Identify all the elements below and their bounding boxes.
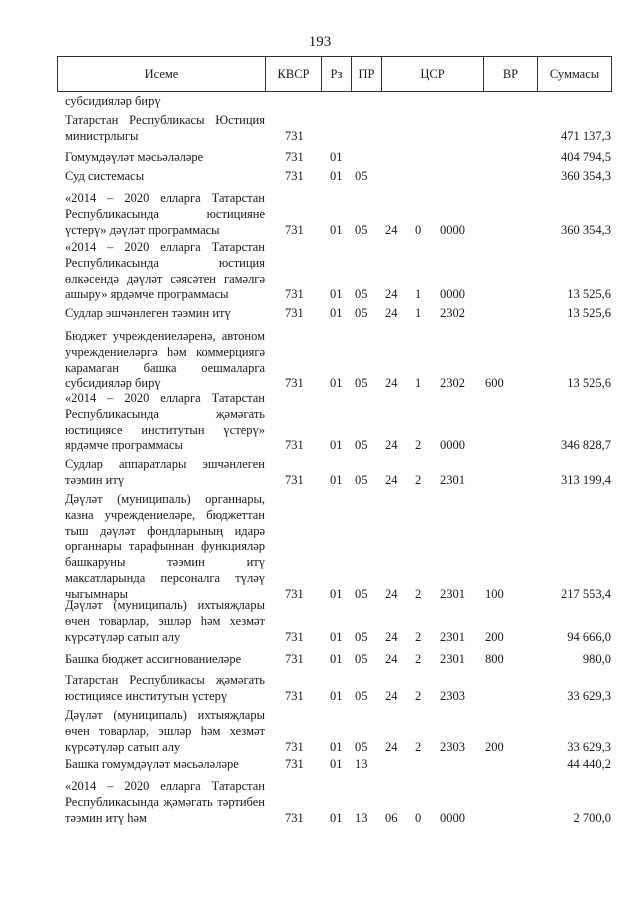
cell-pr: 05 bbox=[355, 739, 368, 754]
cell-sum: 980,0 bbox=[582, 652, 611, 666]
row-name: «2014 – 2020 елларга Татарстан Республикасында җәмәгать юстициясе институтын үстерү» ярдәмче программасы bbox=[65, 391, 265, 453]
row-name: Татарстан Республикасы җәмәгать юстициясе институтын үстерү bbox=[65, 673, 265, 703]
cell-sum: 360 354,3 bbox=[561, 222, 611, 237]
cell-csr-subprogram: 1 bbox=[415, 376, 422, 391]
cell-rz: 01 bbox=[330, 652, 343, 666]
cell-kvsr: 731 bbox=[285, 376, 304, 391]
row-name: Башка бюджет ассигнованиеләре bbox=[65, 652, 242, 666]
cell-sum: 346 828,7 bbox=[561, 438, 611, 453]
cell-kvsr: 731 bbox=[285, 586, 304, 601]
row-name: Дәүләт (муниципаль) органнары, казна учреждениеләре, бюджеттан тыш дәүләт фондларының идарә органнары тарафыннан функцияләр башкаруны тәэмин итү максатларында персоналга түләү чыгымнары bbox=[65, 492, 265, 601]
cell-csr-program: 24 bbox=[385, 629, 398, 644]
row-name: Татарстан Республикасы Юстиция министрлыгы bbox=[65, 113, 265, 143]
header-csr: ЦСР bbox=[382, 57, 484, 91]
cell-sum: 44 440,2 bbox=[567, 757, 611, 771]
cell-kvsr: 731 bbox=[285, 438, 304, 453]
cell-sum: 217 553,4 bbox=[561, 586, 611, 601]
row-name: Бюджет учреждениеләренә, автоном учреждениеләргә һәм коммерциягә карамаган башка оешмаларга субсидияләр бирү bbox=[65, 329, 265, 391]
cell-sum: 33 629,3 bbox=[567, 739, 611, 754]
cell-pr: 05 bbox=[355, 306, 368, 320]
cell-csr-subprogram: 2 bbox=[415, 438, 422, 453]
cell-rz: 01 bbox=[330, 757, 343, 771]
table-header bbox=[57, 56, 612, 92]
cell-kvsr: 731 bbox=[285, 810, 304, 825]
cell-csr-direction: 2301 bbox=[440, 472, 465, 487]
cell-kvsr: 731 bbox=[285, 472, 304, 487]
cell-rz: 01 bbox=[330, 150, 343, 164]
cell-pr: 05 bbox=[355, 438, 368, 453]
cell-csr-direction: 2303 bbox=[440, 688, 465, 703]
cell-sum: 13 525,6 bbox=[567, 287, 611, 302]
cell-csr-direction: 2301 bbox=[440, 652, 465, 666]
cell-kvsr: 731 bbox=[285, 169, 304, 183]
cell-sum: 13 525,6 bbox=[567, 376, 611, 391]
row-name: Судлар аппаратлары эшчәнлеген тәэмин итү bbox=[65, 457, 265, 487]
header-name: Исеме bbox=[58, 57, 266, 91]
cell-csr-subprogram: 0 bbox=[415, 222, 422, 237]
cell-csr-program: 24 bbox=[385, 688, 398, 703]
cell-kvsr: 731 bbox=[285, 739, 304, 754]
row-name: Суд системасы bbox=[65, 169, 145, 183]
cell-kvsr: 731 bbox=[285, 306, 304, 320]
cell-csr-program: 24 bbox=[385, 438, 398, 453]
cell-kvsr: 731 bbox=[285, 150, 304, 164]
row-name: Дәүләт (муниципаль) ихтыяҗлары өчен товарлар, эшләр һәм хезмәт күрсәтүләр сатып алу bbox=[65, 708, 265, 754]
cell-sum: 360 354,3 bbox=[561, 169, 611, 183]
cell-kvsr: 731 bbox=[285, 688, 304, 703]
cell-pr: 05 bbox=[355, 472, 368, 487]
cell-rz: 01 bbox=[330, 222, 343, 237]
cell-pr: 13 bbox=[355, 810, 368, 825]
cell-kvsr: 731 bbox=[285, 287, 304, 302]
cell-vr: 600 bbox=[485, 376, 504, 391]
cell-csr-program: 24 bbox=[385, 739, 398, 754]
cell-rz: 01 bbox=[330, 376, 343, 391]
cell-kvsr: 731 bbox=[285, 222, 304, 237]
cell-vr: 200 bbox=[485, 629, 504, 644]
cell-pr: 05 bbox=[355, 376, 368, 391]
header-pr: ПР bbox=[352, 57, 382, 91]
row-name: Дәүләт (муниципаль) ихтыяҗлары өчен товарлар, эшләр һәм хезмәт күрсәтүләр сатып алу bbox=[65, 598, 265, 644]
cell-vr: 200 bbox=[485, 739, 504, 754]
cell-pr: 05 bbox=[355, 652, 368, 666]
cell-csr-subprogram: 1 bbox=[415, 287, 422, 302]
cell-sum: 94 666,0 bbox=[567, 629, 611, 644]
cell-rz: 01 bbox=[330, 287, 343, 302]
cell-pr: 13 bbox=[355, 757, 368, 771]
cell-pr: 05 bbox=[355, 222, 368, 237]
cell-csr-subprogram: 2 bbox=[415, 629, 422, 644]
cell-csr-program: 24 bbox=[385, 586, 398, 601]
cell-csr-program: 24 bbox=[385, 652, 398, 666]
cell-sum: 313 199,4 bbox=[561, 472, 611, 487]
cell-pr: 05 bbox=[355, 287, 368, 302]
cell-pr: 05 bbox=[355, 586, 368, 601]
cell-csr-direction: 0000 bbox=[440, 287, 465, 302]
cell-csr-direction: 0000 bbox=[440, 222, 465, 237]
row-name: Судлар эшчәнлеген тәэмин итү bbox=[65, 306, 231, 320]
cell-csr-subprogram: 2 bbox=[415, 586, 422, 601]
cell-kvsr: 731 bbox=[285, 128, 304, 143]
header-kvsr: КВСР bbox=[266, 57, 322, 91]
cell-kvsr: 731 bbox=[285, 652, 304, 666]
cell-sum: 33 629,3 bbox=[567, 688, 611, 703]
header-vr: ВР bbox=[484, 57, 538, 91]
cell-csr-program: 24 bbox=[385, 306, 398, 320]
cell-rz: 01 bbox=[330, 810, 343, 825]
cell-rz: 01 bbox=[330, 629, 343, 644]
cell-csr-direction: 2301 bbox=[440, 629, 465, 644]
cell-pr: 05 bbox=[355, 629, 368, 644]
cell-csr-direction: 2303 bbox=[440, 739, 465, 754]
cell-rz: 01 bbox=[330, 472, 343, 487]
cell-csr-direction: 0000 bbox=[440, 810, 465, 825]
row-name: «2014 – 2020 елларга Татарстан Республикасында юстицияне үстерү» дәүләт программасы bbox=[65, 191, 265, 237]
cell-pr: 05 bbox=[355, 688, 368, 703]
row-name: Башка гомумдәүләт мәсьәләләре bbox=[65, 757, 239, 771]
cell-rz: 01 bbox=[330, 306, 343, 320]
header-sum: Суммасы bbox=[549, 67, 600, 81]
cell-csr-direction: 2302 bbox=[440, 306, 465, 320]
row-name: «2014 – 2020 елларга Татарстан Республикасында җәмәгать тәртибен тәэмин итү һәм bbox=[65, 779, 265, 825]
header-rz: Рз bbox=[322, 57, 352, 91]
cell-csr-program: 24 bbox=[385, 287, 398, 302]
cell-csr-program: 24 bbox=[385, 472, 398, 487]
cell-rz: 01 bbox=[330, 739, 343, 754]
cell-csr-direction: 0000 bbox=[440, 438, 465, 453]
cell-sum: 13 525,6 bbox=[567, 306, 611, 320]
cell-csr-direction: 2302 bbox=[440, 376, 465, 391]
cell-kvsr: 731 bbox=[285, 757, 304, 771]
cell-vr: 800 bbox=[485, 652, 504, 666]
cell-rz: 01 bbox=[330, 169, 343, 183]
cell-csr-program: 24 bbox=[385, 376, 398, 391]
cell-csr-subprogram: 2 bbox=[415, 688, 422, 703]
cell-csr-subprogram: 2 bbox=[415, 652, 422, 666]
cell-rz: 01 bbox=[330, 688, 343, 703]
page-number: 193 bbox=[308, 34, 332, 50]
cell-sum: 2 700,0 bbox=[573, 810, 611, 825]
cell-sum: 471 137,3 bbox=[561, 128, 611, 143]
cell-csr-subprogram: 2 bbox=[415, 739, 422, 754]
cell-csr-subprogram: 1 bbox=[415, 306, 422, 320]
cell-csr-program: 06 bbox=[385, 810, 398, 825]
cell-sum: 404 794,5 bbox=[561, 150, 611, 164]
cell-kvsr: 731 bbox=[285, 629, 304, 644]
row-name: субсидияләр бирү bbox=[65, 94, 161, 108]
cell-csr-program: 24 bbox=[385, 222, 398, 237]
cell-csr-direction: 2301 bbox=[440, 586, 465, 601]
cell-rz: 01 bbox=[330, 438, 343, 453]
row-name: Гомумдәүләт мәсьәләләре bbox=[65, 150, 204, 164]
cell-vr: 100 bbox=[485, 586, 504, 601]
cell-csr-subprogram: 2 bbox=[415, 472, 422, 487]
cell-csr-subprogram: 0 bbox=[415, 810, 422, 825]
row-name: «2014 – 2020 елларга Татарстан Республикасында юстиция өлкәсендә дәүләт сәясәтен гамәлгә ашыру» ярдәмче программасы bbox=[65, 240, 265, 302]
cell-pr: 05 bbox=[355, 169, 368, 183]
cell-rz: 01 bbox=[330, 586, 343, 601]
